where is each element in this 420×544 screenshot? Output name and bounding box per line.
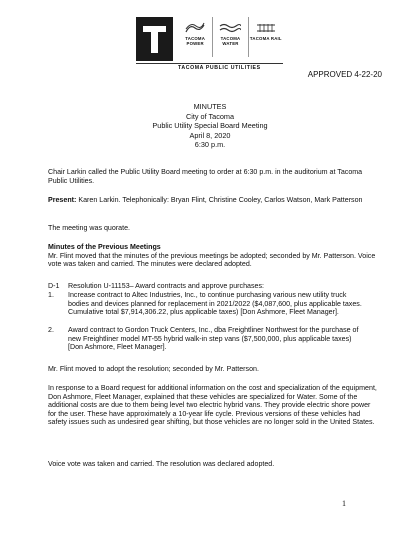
water-icon	[219, 22, 241, 34]
call-to-order-paragraph: Chair Larkin called the Public Utility Board meeting to order at 6:30 p.m. in the auditorium at Tacoma Public Utilities.	[48, 168, 363, 185]
logo-unit-rail: TACOMA RAIL	[248, 17, 283, 57]
header-date: April 8, 2020	[189, 130, 231, 140]
tacoma-t-logo-mark	[136, 17, 173, 61]
tacoma-public-utilities-logo	[136, 17, 283, 73]
header-meeting-name: Public Utility Special Board Meeting	[152, 121, 268, 131]
header-time: 6:30 p.m.	[194, 140, 226, 150]
logo-unit-water: TACOMA WATER	[212, 17, 247, 57]
list-item-number: 1.	[48, 291, 54, 299]
power-icon	[184, 22, 206, 34]
rail-icon	[255, 22, 277, 34]
quorate-paragraph: The meeting was quorate.	[48, 224, 131, 232]
minutes-previous-text: Mr. Flint moved that the minutes of the previous meetings be adopted; seconded by Mr. Patterson. Voice vote was taken and carried. The minutes were declared adopted.	[48, 251, 376, 269]
minutes-previous-title: Minutes of the Previous Meetings	[48, 243, 161, 251]
minutes-previous-section	[48, 243, 378, 269]
vote-paragraph: Voice vote was taken and carried. The resolution was declared adopted.	[48, 460, 275, 468]
list-item-text: Increase contract to Altec Industries, Inc., to continue purchasing various new utility truck bodies and devices planned for replacement in 2021/2022 ($4,087,600, plus applicable taxes. Cumulative total $7,914,306.22, plus applicable taxes) [Don Ashmore, Fleet Manager].	[68, 291, 362, 317]
logo-caption: TACOMA PUBLIC UTILITIES	[178, 65, 261, 71]
motion-paragraph: Mr. Flint moved to adopt the resolution; seconded by Mr. Patterson.	[48, 365, 259, 373]
header-minutes: MINUTES	[193, 102, 227, 111]
logo-rule	[136, 63, 283, 64]
page-number: 1	[342, 499, 346, 508]
agenda-item-text: Resolution U-11153– Award contracts and approve purchases:	[68, 282, 264, 290]
list-item-text: Award contract to Gordon Truck Centers, Inc., dba Freightliner Northwest for the purchase of new Freightliner model MT-55 hybrid walk-in step vans ($7,500,000, plus applicable taxes) [Don Ashmore, Fleet Manager].	[68, 326, 359, 352]
minutes-header	[0, 102, 420, 150]
present-label: Present:	[48, 196, 77, 204]
discussion-paragraph: In response to a Board request for additional information on the cost and specialization of the equipment, Don Ashmore, Fleet Manager, explained that these vehicles are specialized for Water. Some of the additional costs are due to them being level two electric hybrid vans. They provide electric shore power for the user. These have approximately a 10-year life cycle. Previous versions of these vehicles had safety issues such as undesired gear shifting, but those vehicles are no longer sold in the United States.	[48, 384, 377, 427]
agenda-item-number: D-1	[48, 282, 60, 290]
approved-stamp: APPROVED 4-22-20	[307, 70, 382, 79]
present-paragraph	[48, 196, 378, 205]
list-item-number: 2.	[48, 326, 54, 334]
header-city: City of Tacoma	[185, 111, 235, 121]
logo-unit-power: TACOMA POWER	[178, 17, 212, 57]
present-text: Karen Larkin. Telephonically: Bryan Flint, Christine Cooley, Carlos Watson, Mark Patterson	[76, 196, 363, 204]
